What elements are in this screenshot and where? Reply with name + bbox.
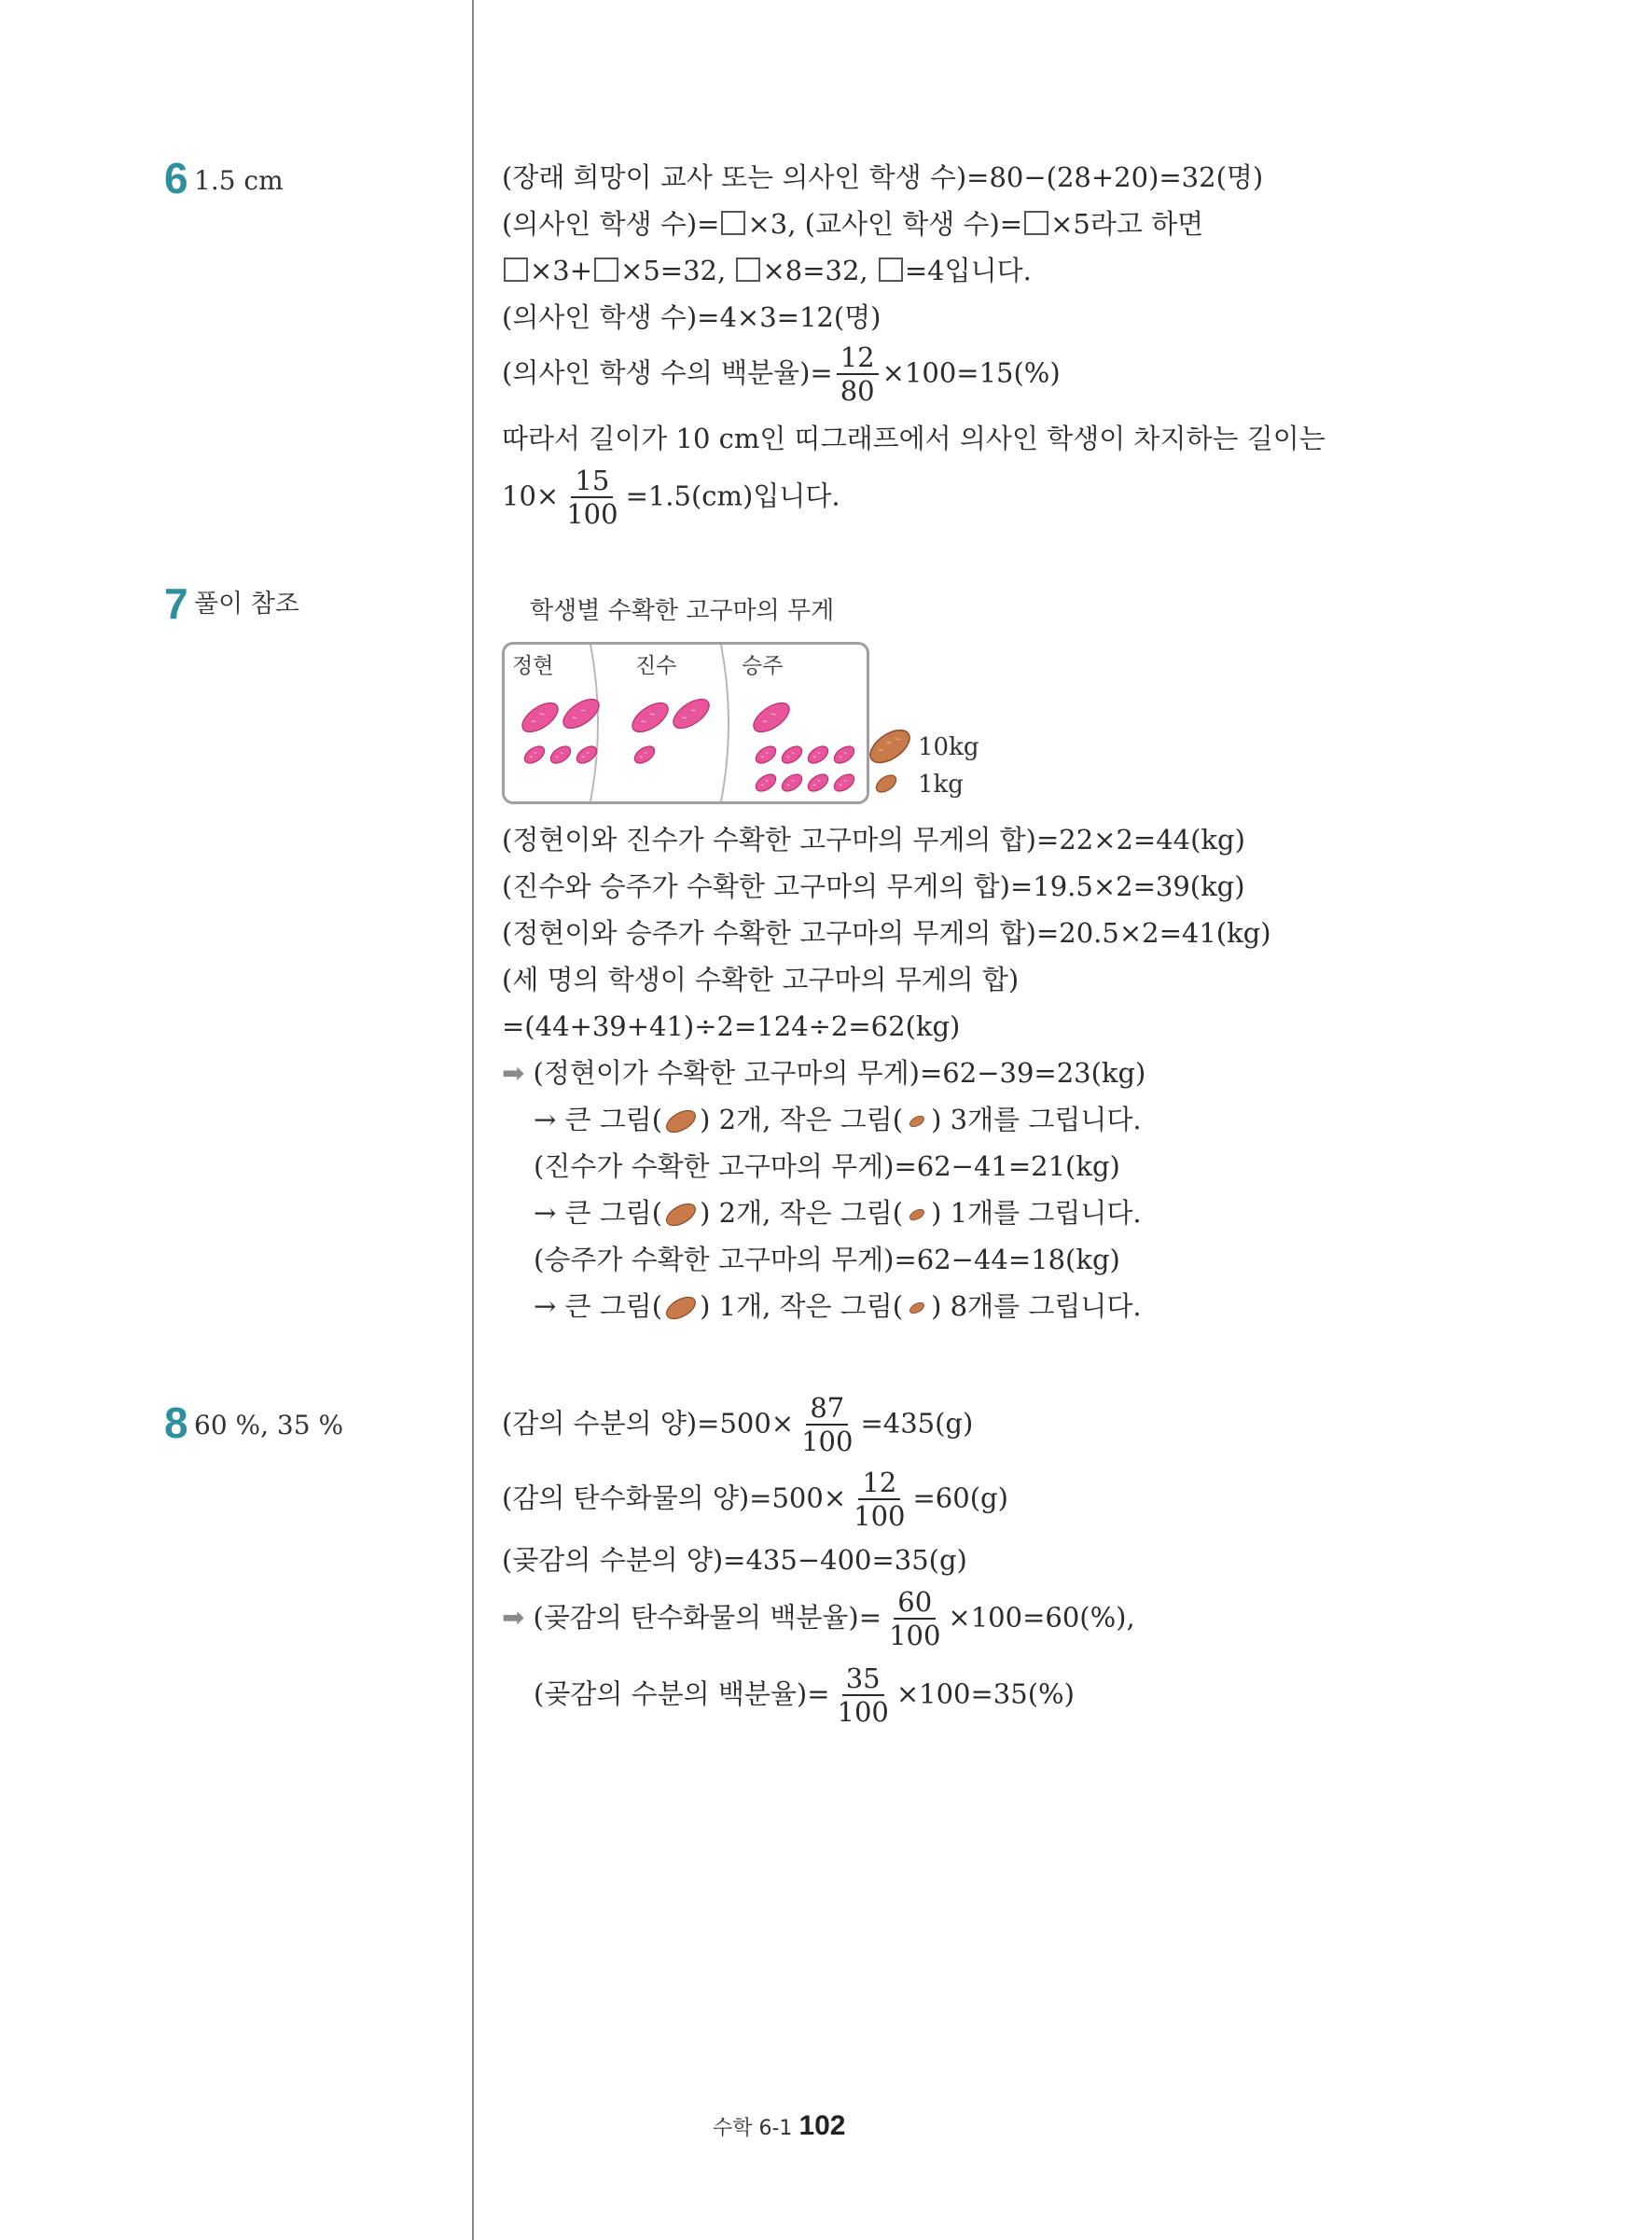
q6-line-1: (장래 희망이 교사 또는 의사인 학생 수)=80−(28+20)=32(명): [502, 161, 1264, 193]
q7-l7a: → 큰 그림(: [534, 1104, 663, 1135]
small-sweet-potato-mark: [753, 771, 779, 794]
q8-l4a: (곶감의 탄수화물의 백분율)=: [533, 1601, 882, 1634]
small-sweet-potato-icon: [903, 1202, 931, 1228]
q6-l7b: =1.5(cm)입니다.: [625, 480, 840, 512]
q6-line-2: [502, 208, 1204, 240]
q7-l9c: ) 1개를 그립니다.: [931, 1197, 1142, 1229]
q7-l11b: ) 1개, 작은 그림(: [700, 1290, 904, 1322]
fraction-denominator: 80: [840, 375, 875, 408]
big-sweet-potato-icon: [662, 1108, 700, 1134]
q7-l9b: ) 2개, 작은 그림(: [700, 1197, 904, 1229]
column-label-jeonghyeon: 정현: [512, 654, 554, 678]
q8-l5b: ×100=35(%): [895, 1677, 1075, 1710]
small-sweet-potato-mark: [753, 743, 779, 766]
big-sweet-potato-icon: [868, 724, 915, 770]
small-sweet-potato-icon: [873, 772, 899, 795]
q8-line-2: [502, 1468, 1008, 1531]
double-arrow-icon: ➡: [502, 1601, 525, 1634]
small-sweet-potato-mark: [632, 743, 658, 766]
q8-line-1: [502, 1394, 973, 1456]
q8-l2a: (감의 탄수화물의 양)=500×: [502, 1482, 847, 1514]
column-divider: [472, 0, 474, 2240]
fraction: [562, 466, 621, 529]
fraction-numerator: 35: [842, 1664, 884, 1696]
small-sweet-potato-mark: [831, 743, 857, 766]
q7-l9a: → 큰 그림(: [534, 1197, 663, 1229]
fraction-numerator: 15: [571, 466, 613, 498]
blank-box-icon: [1024, 211, 1048, 235]
q8-line-4: [502, 1588, 1135, 1650]
small-sweet-potato-mark: [521, 743, 548, 766]
fraction-numerator: 60: [894, 1588, 936, 1620]
q8-l1b: =435(g): [860, 1407, 974, 1440]
q8-l4b: ×100=60(%),: [948, 1601, 1135, 1634]
q7-line-3: (정현이와 승주가 수확한 고구마의 무게의 합)=20.5×2=41(kg): [502, 917, 1271, 949]
q6-l5a: (의사인 학생 수의 백분율)=: [502, 356, 833, 389]
page-footer: [713, 2110, 846, 2142]
fraction-numerator: 12: [837, 343, 879, 375]
q7-line-4: (세 명의 학생이 수확한 고구마의 무게의 합): [502, 964, 1020, 995]
fraction-numerator: 87: [806, 1394, 848, 1426]
chart-title: 학생별 수확한 고구마의 무게: [530, 597, 835, 625]
fraction: [837, 343, 879, 406]
column-separator: [721, 645, 729, 801]
small-sweet-potato-mark: [805, 743, 831, 766]
question-number-7: 7: [164, 579, 188, 628]
q8-line-3: (곶감의 수분의 양)=435−400=35(g): [502, 1544, 967, 1576]
big-sweet-potato-icon: [662, 1295, 700, 1321]
q7-l7c: ) 3개를 그립니다.: [931, 1104, 1142, 1135]
blank-box-icon: [594, 257, 618, 282]
q6-l2a: (의사인 학생 수)=: [502, 208, 720, 240]
legend-label-1kg: 1kg: [918, 771, 964, 799]
small-sweet-potato-icon: [903, 1108, 931, 1134]
q7-line-8: (진수가 수확한 고구마의 무게)=62−41=21(kg): [534, 1150, 1120, 1182]
q6-l3d: =4입니다.: [904, 255, 1032, 286]
q6-line-7: [502, 466, 840, 529]
q8-l5a: (곶감의 수분의 백분율)=: [534, 1677, 830, 1710]
question-number-8: 8: [164, 1398, 188, 1447]
small-sweet-potato-mark: [779, 771, 805, 794]
q7-l6: (정현이가 수확한 고구마의 무게)=62−39=23(kg): [533, 1057, 1146, 1089]
q7-line-6: [502, 1057, 1146, 1089]
small-sweet-potato-mark: [805, 771, 831, 794]
q6-l3a: ×3+: [530, 255, 593, 286]
q7-line-9: [534, 1197, 1142, 1229]
q6-line-4: (의사인 학생 수)=4×3=12(명): [502, 301, 882, 333]
q6-line-3: [502, 257, 1032, 285]
legend-icons: [868, 718, 923, 802]
fraction: [885, 1588, 944, 1650]
answer-8: 60 %, 35 %: [194, 1410, 344, 1440]
pictograph-svg: [505, 645, 867, 801]
q7-line-11: [534, 1290, 1142, 1322]
question-number-6: 6: [164, 154, 188, 202]
fraction-denominator: 100: [889, 1620, 941, 1652]
q6-l7a: 10×: [502, 480, 560, 512]
q7-line-1: (정현이와 진수가 수확한 고구마의 무게의 합)=22×2=44(kg): [502, 824, 1245, 856]
big-sweet-potato-mark: [518, 697, 563, 737]
column-separator: [590, 645, 598, 801]
fraction: [834, 1664, 893, 1727]
blank-box-icon: [721, 211, 745, 235]
q7-l7b: ) 2개, 작은 그림(: [700, 1104, 904, 1135]
footer-subject: 수학 6-1: [713, 2117, 793, 2140]
page-number: 102: [798, 2110, 846, 2141]
q6-line-5: [502, 343, 1061, 406]
fraction-denominator: 100: [837, 1696, 889, 1729]
legend-label-10kg: 10kg: [918, 733, 979, 761]
answer-7: 풀이 참조: [194, 590, 299, 619]
q7-line-10: (승주가 수확한 고구마의 무게)=62−44=18(kg): [534, 1244, 1120, 1275]
q6-l3b: ×5=32,: [620, 255, 735, 286]
pictograph-chart: [502, 642, 869, 804]
big-sweet-potato-mark: [669, 693, 715, 733]
fraction-denominator: 100: [854, 1500, 906, 1533]
blank-box-icon: [736, 257, 760, 282]
small-sweet-potato-mark: [779, 743, 805, 766]
q7-l11c: ) 8개를 그립니다.: [931, 1290, 1142, 1322]
q8-l2b: =60(g): [912, 1482, 1008, 1514]
small-sweet-potato-mark: [548, 743, 574, 766]
q6-l2b: ×3, (교사인 학생 수)=: [747, 208, 1023, 240]
small-sweet-potato-mark: [831, 771, 857, 794]
big-sweet-potato-mark: [749, 697, 795, 737]
q6-l3c: ×8=32,: [762, 255, 877, 286]
q6-l2c: ×5라고 하면: [1050, 208, 1204, 240]
q8-l1a: (감의 수분의 양)=500×: [502, 1407, 795, 1440]
fraction-denominator: 100: [566, 498, 618, 531]
double-arrow-icon: ➡: [502, 1057, 525, 1089]
big-sweet-potato-mark: [628, 697, 673, 737]
q7-line-2: (진수와 승주가 수확한 고구마의 무게의 합)=19.5×2=39(kg): [502, 870, 1245, 902]
small-sweet-potato-icon: [903, 1295, 931, 1321]
q7-line-7: [534, 1106, 1142, 1134]
blank-box-icon: [879, 257, 903, 282]
big-sweet-potato-icon: [662, 1202, 700, 1228]
answer-6: 1.5 cm: [194, 165, 284, 196]
q6-line-6: 따라서 길이가 10 cm인 띠그래프에서 의사인 학생이 차지하는 길이는: [502, 423, 1326, 454]
q6-l5b: ×100=15(%): [882, 356, 1061, 389]
fraction: [850, 1468, 909, 1531]
column-label-jinsu: 진수: [635, 654, 677, 678]
fraction-denominator: 100: [801, 1426, 854, 1458]
blank-box-icon: [504, 257, 528, 282]
q8-line-5: [534, 1664, 1075, 1727]
column-label-seungju: 승주: [742, 654, 784, 678]
fraction-numerator: 12: [858, 1468, 900, 1500]
fraction: [798, 1394, 856, 1456]
q7-l11a: → 큰 그림(: [534, 1290, 663, 1322]
q7-line-5: =(44+39+41)÷2=124÷2=62(kg): [502, 1010, 961, 1042]
